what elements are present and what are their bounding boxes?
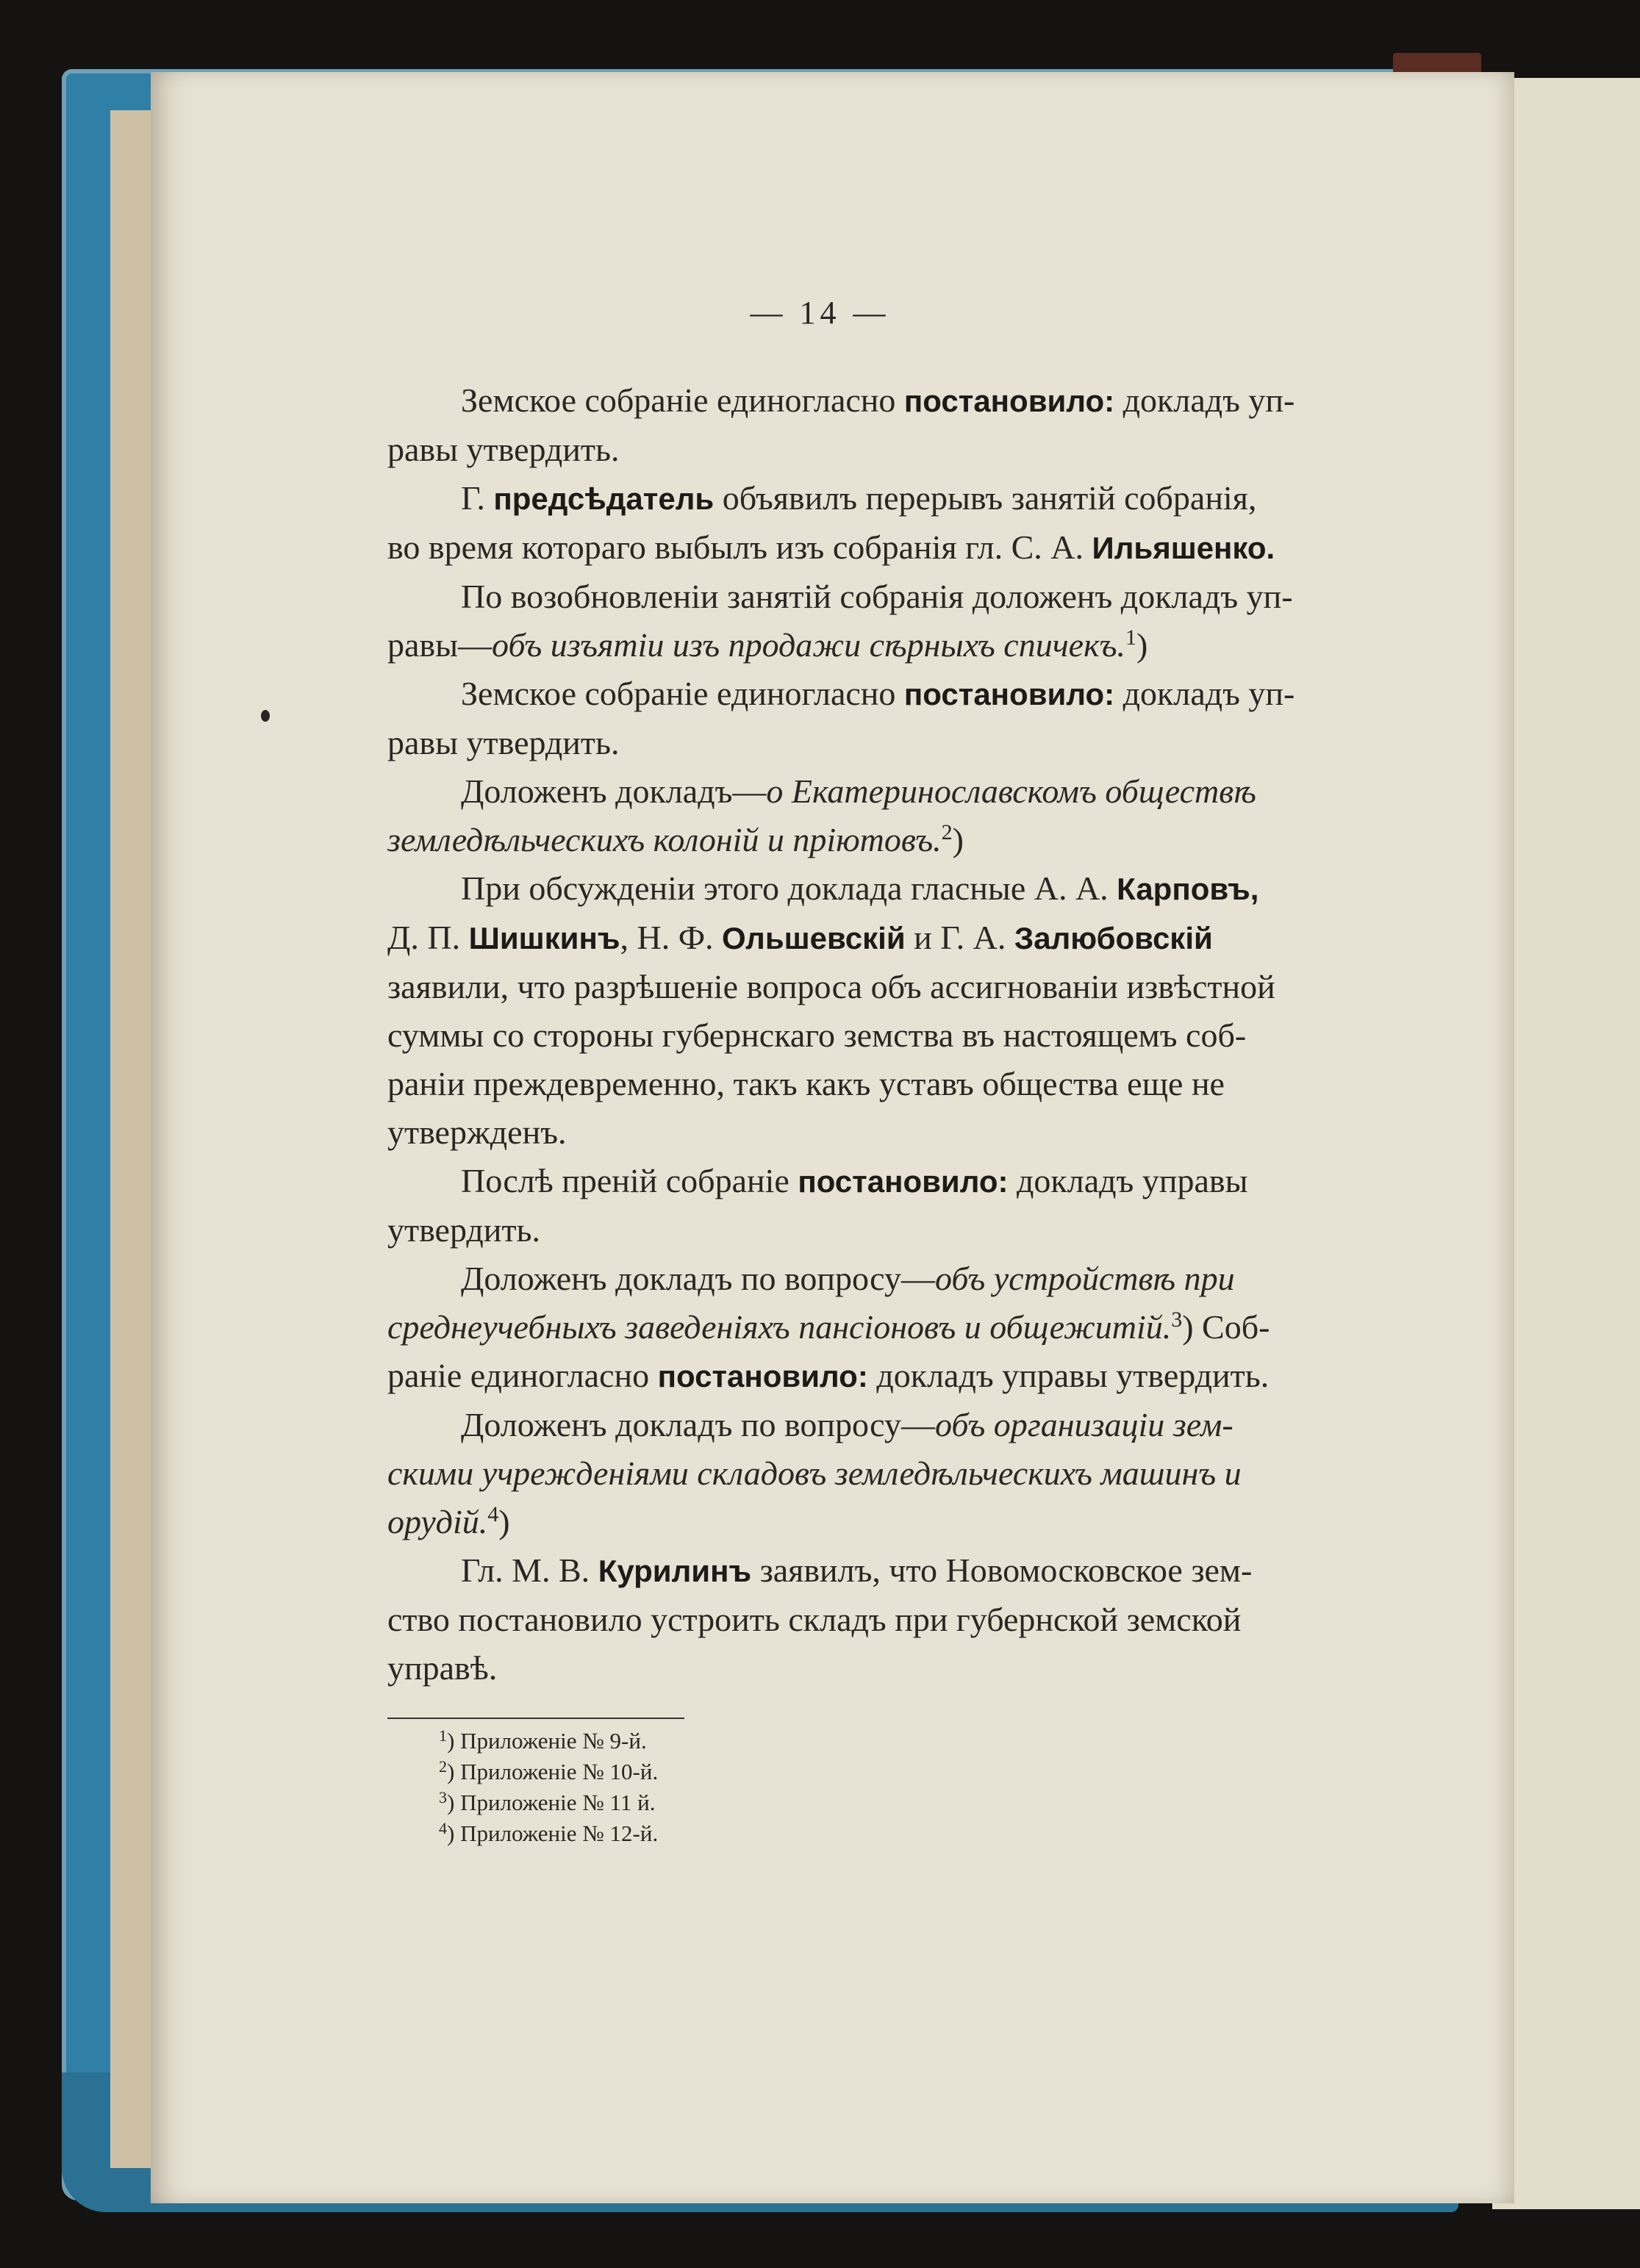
bold-text: Ольшевскій xyxy=(722,921,906,955)
text-line xyxy=(387,1060,1316,1108)
paragraph xyxy=(387,1401,1316,1546)
italic-text: объ изъятіи изъ продажи сѣрныхъ спичекъ. xyxy=(492,626,1125,664)
text-line xyxy=(387,1401,1316,1449)
text-run: Земское собраніе единогласно xyxy=(461,675,904,712)
italic-text: орудій. xyxy=(387,1503,488,1540)
footnote-text: ) Приложеніе № 9-й. xyxy=(447,1728,647,1754)
footnote-text: ) Приложеніе № 10-й. xyxy=(447,1759,659,1784)
bold-text: предсѣдатель xyxy=(493,481,715,516)
text-run: докладъ управы xyxy=(1008,1162,1248,1199)
next-page-edge xyxy=(1492,78,1640,2209)
footnote-mark: 1 xyxy=(439,1726,447,1745)
text-run: управѣ. xyxy=(387,1649,498,1687)
footnote xyxy=(439,1756,658,1787)
text-run: По возобновленіи занятій собранія доложенъ докладъ уп- xyxy=(461,578,1293,615)
text-line xyxy=(387,1352,1316,1401)
text-run: Доложенъ докладъ— xyxy=(461,772,767,810)
text-run: объявилъ перерывъ занятій собранія, xyxy=(714,479,1257,517)
bold-text: Курилинъ xyxy=(598,1554,752,1588)
footnote xyxy=(439,1726,658,1756)
text-run: Земское собраніе единогласно xyxy=(461,381,904,419)
bold-text: Шишкинъ xyxy=(468,921,620,955)
text-run: При обсужденіи этого доклада гласные А. А. xyxy=(461,869,1117,907)
text-run: докладъ управы утвердить. xyxy=(867,1357,1270,1394)
italic-text: земледѣльческихъ колоній и пріютовъ. xyxy=(387,821,942,858)
text-line xyxy=(387,816,1316,864)
text-line xyxy=(387,523,1316,573)
bold-text: Карповъ, xyxy=(1117,872,1259,906)
text-line xyxy=(387,1546,1316,1596)
text-run: во время котораго выбылъ изъ собранія гл. С. А. xyxy=(387,528,1092,566)
text-line xyxy=(387,1108,1316,1157)
page-number: — 14 — xyxy=(750,295,890,331)
footnote xyxy=(439,1818,658,1849)
bold-text: Ильяшенко. xyxy=(1092,531,1275,565)
text-run: Доложенъ докладъ по вопросу— xyxy=(461,1406,935,1443)
text-line xyxy=(387,670,1316,719)
italic-text: среднеучебныхъ заведеніяхъ пансіоновъ и общежитій. xyxy=(387,1308,1172,1346)
italic-text: скими учрежденіями складовъ земледѣльческихъ машинъ и xyxy=(387,1454,1242,1492)
text-run: , Н. Ф. xyxy=(620,919,723,956)
footnote-reference: 2 xyxy=(941,820,953,844)
bold-text: постановило: xyxy=(798,1164,1009,1199)
footnote-text: ) Приложеніе № 12-й. xyxy=(447,1820,659,1846)
text-line xyxy=(387,376,1316,426)
text-line xyxy=(387,963,1316,1011)
text-run: ) xyxy=(498,1503,510,1540)
text-run: утвердить. xyxy=(387,1211,540,1249)
text-line xyxy=(387,719,1316,767)
text-run: Г. xyxy=(461,479,494,517)
footnote-reference: 1 xyxy=(1125,625,1136,650)
footnote-reference: 4 xyxy=(487,1502,499,1526)
text-run: и Г. А. xyxy=(905,919,1014,956)
text-line xyxy=(387,767,1316,816)
paragraph xyxy=(387,864,1316,1157)
text-run: равы утвердить. xyxy=(387,431,620,468)
text-line xyxy=(387,573,1316,621)
text-line xyxy=(387,914,1316,963)
footnote-divider xyxy=(387,1718,684,1719)
text-line xyxy=(387,1449,1316,1498)
bold-text: постановило: xyxy=(657,1359,868,1393)
footnotes xyxy=(439,1726,658,1849)
footnote xyxy=(439,1787,658,1818)
text-run: Гл. М. В. xyxy=(461,1551,598,1589)
text-run: Послѣ преній собраніе xyxy=(461,1162,798,1199)
text-run: ство постановило устроить складъ при губернской земской xyxy=(387,1601,1242,1638)
text-run: докладъ уп- xyxy=(1114,381,1295,419)
paragraph xyxy=(387,573,1316,670)
text-run: утвержденъ. xyxy=(387,1113,567,1151)
text-run: ) xyxy=(952,821,964,858)
body-text xyxy=(387,376,1316,1693)
footnote-mark: 4 xyxy=(439,1819,447,1837)
text-run: Д. П. xyxy=(387,919,469,956)
text-line xyxy=(387,1157,1316,1206)
paragraph xyxy=(387,474,1316,573)
footnote-mark: 3 xyxy=(439,1788,447,1806)
text-line xyxy=(387,1206,1316,1255)
text-line xyxy=(387,1498,1316,1546)
bold-text: Залюбовскій xyxy=(1014,921,1213,955)
text-line xyxy=(387,1644,1316,1693)
text-line xyxy=(387,426,1316,474)
paragraph xyxy=(387,670,1316,767)
text-run: ) Соб- xyxy=(1182,1308,1270,1346)
bold-text: постановило: xyxy=(903,677,1115,711)
text-run: раніи преждевременно, такъ какъ уставъ общества еще не xyxy=(387,1065,1225,1102)
text-run: равы— xyxy=(387,626,493,664)
text-run: заявили, что разрѣшеніе вопроса объ ассигнованіи извѣстной xyxy=(387,968,1275,1005)
text-run: заявилъ, что Новомосковское зем- xyxy=(751,1551,1253,1589)
italic-text: объ организаціи зем- xyxy=(935,1406,1233,1443)
text-line xyxy=(387,1255,1316,1303)
paragraph xyxy=(387,1546,1316,1693)
text-line xyxy=(387,864,1316,914)
text-run: ) xyxy=(1136,626,1148,664)
text-line xyxy=(387,1596,1316,1644)
paragraph xyxy=(387,1255,1316,1401)
italic-text: о Екатеринославскомъ обществѣ xyxy=(766,772,1256,810)
paragraph xyxy=(387,1157,1316,1255)
text-line xyxy=(387,621,1316,670)
footnote-text: ) Приложеніе № 11 й. xyxy=(447,1790,656,1815)
footnote-mark: 2 xyxy=(439,1757,447,1776)
text-run: раніе единогласно xyxy=(387,1357,658,1394)
text-run: равы утвердить. xyxy=(387,724,620,761)
footnote-reference: 3 xyxy=(1171,1307,1183,1332)
text-line xyxy=(387,1303,1316,1352)
text-line xyxy=(387,474,1316,523)
text-run: докладъ уп- xyxy=(1114,675,1295,712)
paragraph xyxy=(387,376,1316,474)
paragraph xyxy=(387,767,1316,864)
ink-dot xyxy=(261,710,270,722)
bold-text: постановило: xyxy=(903,384,1115,418)
italic-text: объ устройствѣ при xyxy=(935,1260,1235,1297)
text-line xyxy=(387,1011,1316,1060)
text-run: Доложенъ докладъ по вопросу— xyxy=(461,1260,935,1297)
text-run: суммы со стороны губернскаго земства въ настоящемъ соб- xyxy=(387,1016,1247,1054)
